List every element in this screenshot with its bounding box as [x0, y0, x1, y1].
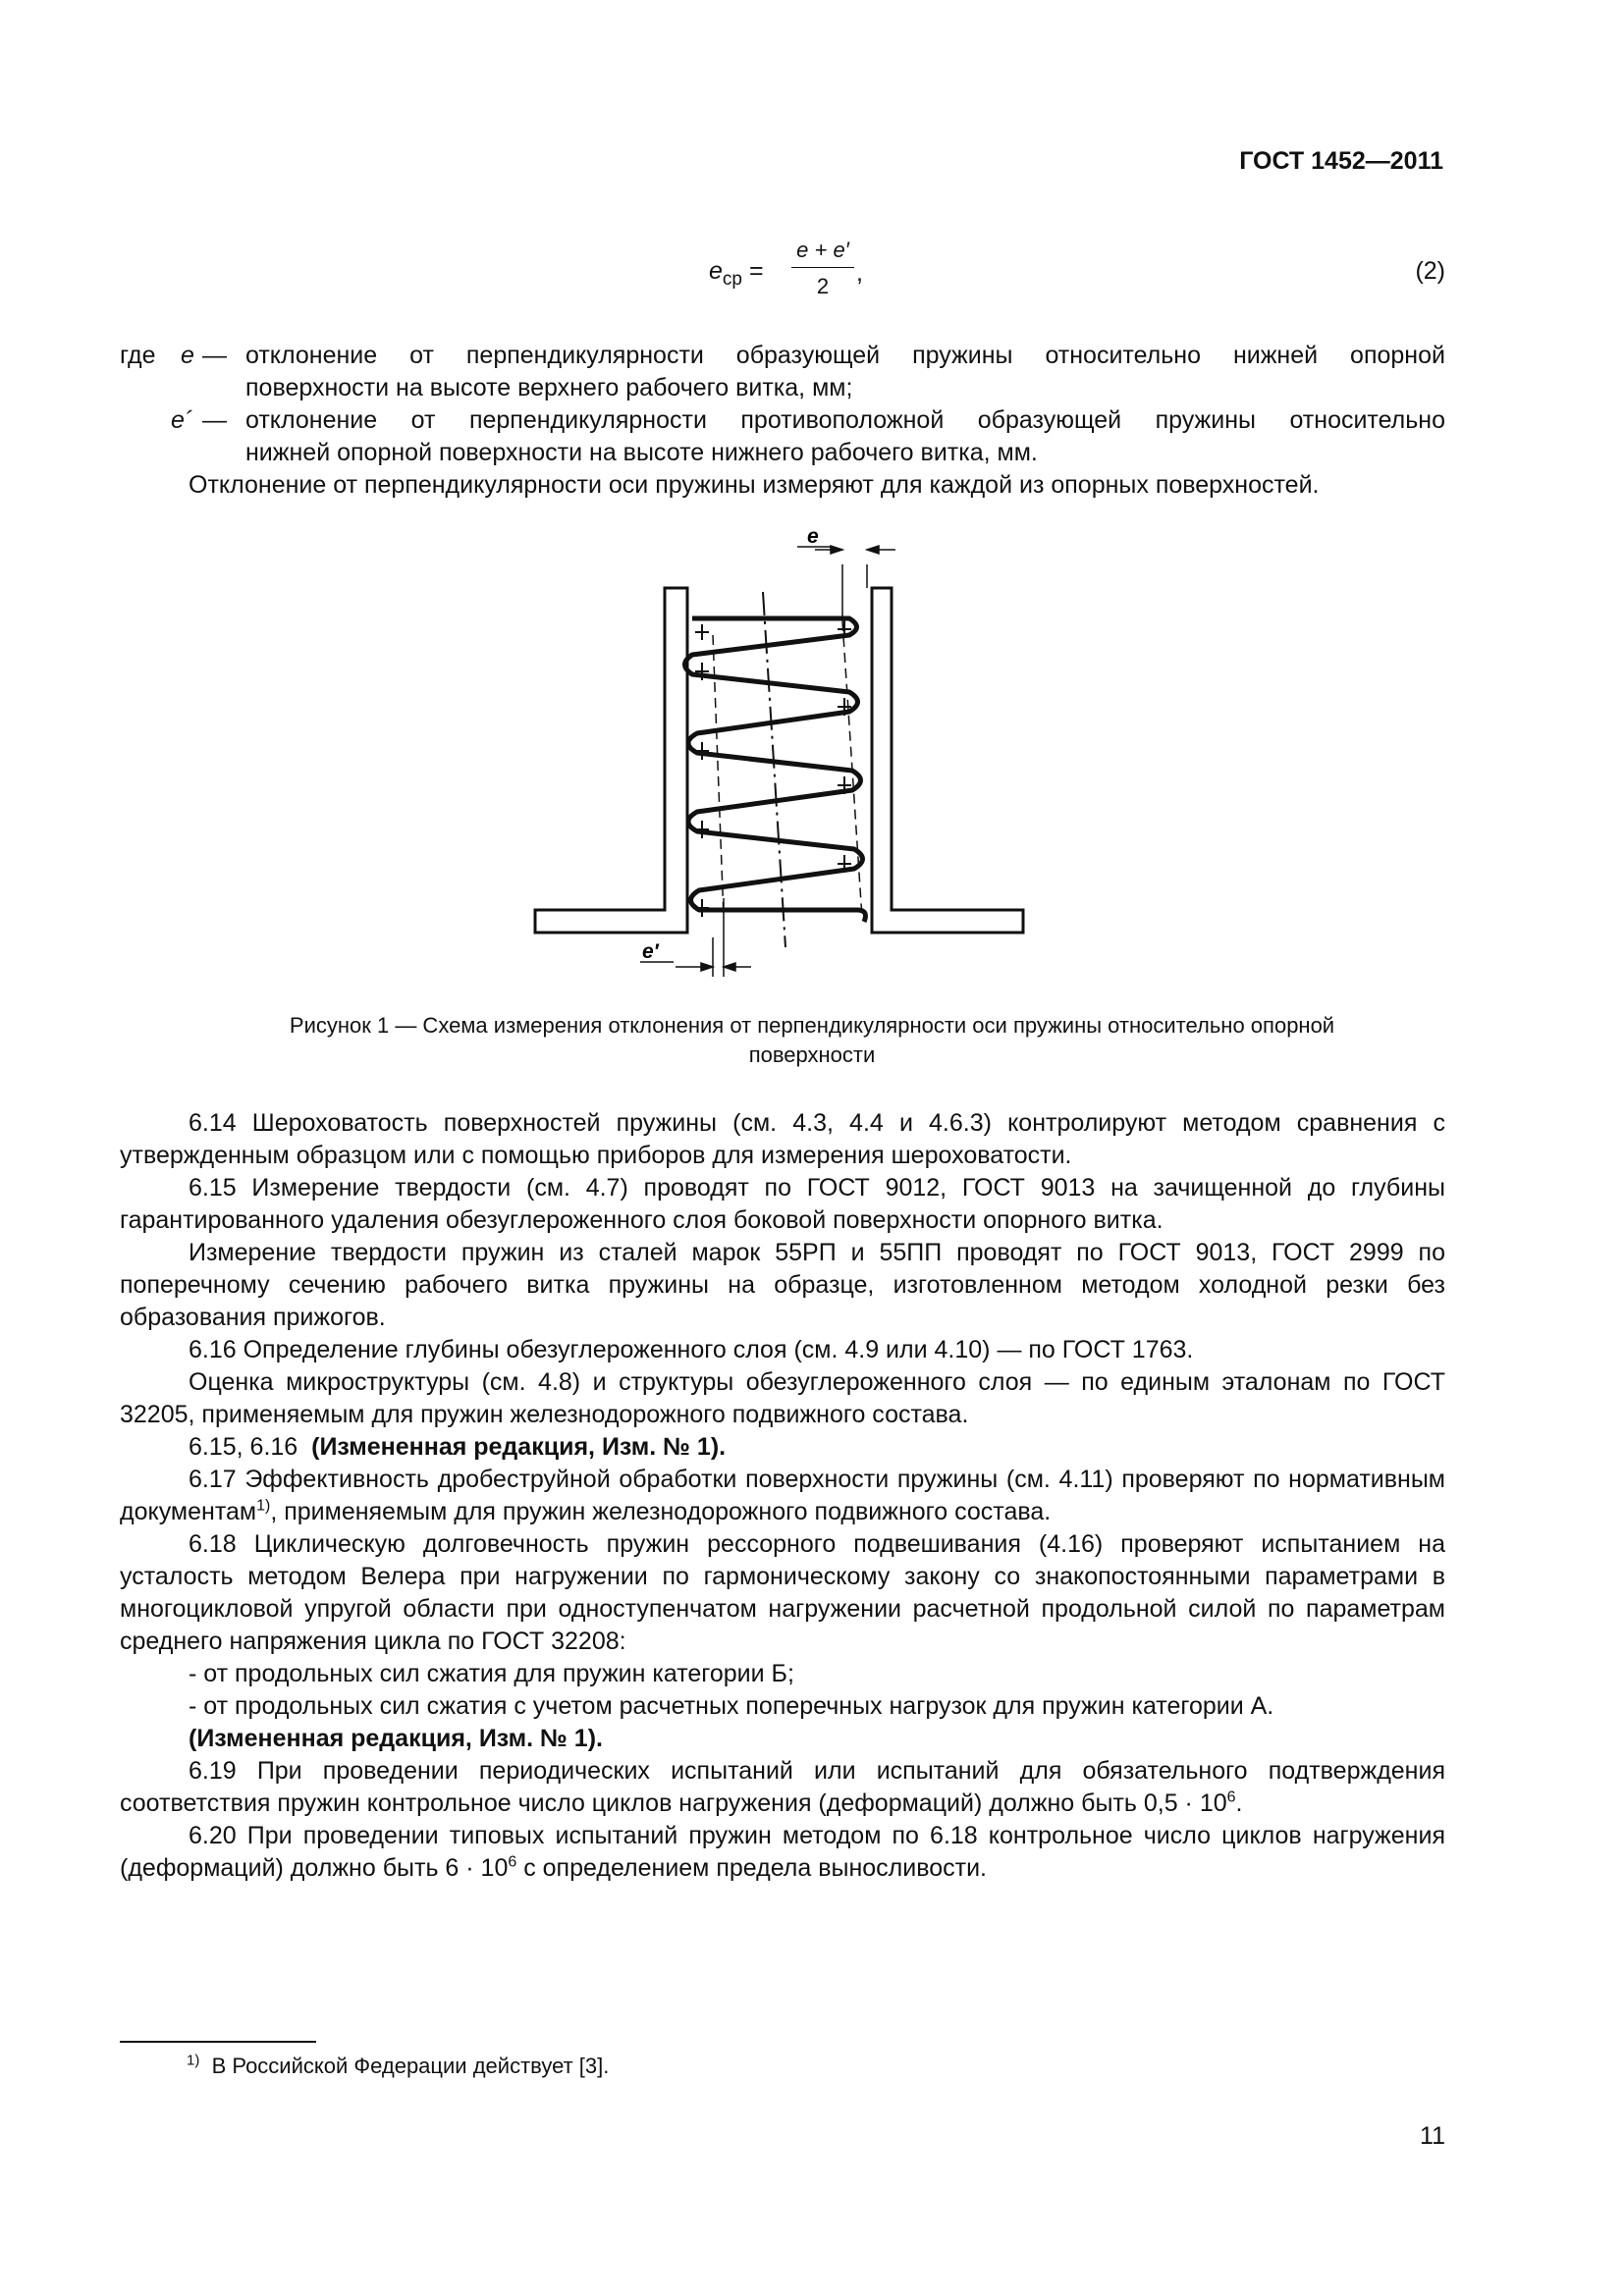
- footnote-text: В Российской Федерации действует [3].: [211, 2054, 610, 2078]
- formula-2: [709, 238, 905, 306]
- where-lead: где: [120, 342, 156, 369]
- para-6-18: 6.18 Циклическую долговечность пружин рессорного подвешивания (4.16) проверяют испытанием на усталость методом Велера при нагружении по гармоническому закону со знакопостоянными параметрами в многоцикловой упругой области при одноступенчатом нагружении расчетной продольной силой по параметрам среднего напряжения цикла по ГОСТ 32208:: [120, 1530, 1445, 1655]
- exponent: 6: [508, 1853, 517, 1871]
- para-6-17-text-end: , применяемым для пружин железнодорожного подвижного состава.: [270, 1498, 1052, 1525]
- left-support: [535, 588, 687, 933]
- para-6-19-end: .: [1235, 1789, 1243, 1817]
- footnote-separator: [120, 2041, 316, 2043]
- where-block: [120, 340, 1445, 502]
- where-dash: —: [202, 406, 227, 434]
- spring-coils: [685, 618, 866, 922]
- para-6-20-end: с определением предела выносливости.: [516, 1854, 987, 1882]
- amendment-ref: 6.15, 6.16: [189, 1433, 298, 1461]
- figure-caption: [157, 1011, 1467, 1070]
- body-text: [120, 1107, 1445, 1885]
- para-6-15: 6.15 Измерение твердости (см. 4.7) проводят по ГОСТ 9012, ГОСТ 9013 на зачищенной до глубины гарантированного удаления обезуглероженного слоя боковой поверхности опорного витка.: [120, 1174, 1445, 1234]
- para-6-16: 6.16 Определение глубины обезуглероженного слоя (см. 4.9 или 4.10) — по ГОСТ 1763.: [189, 1336, 1194, 1363]
- where-item-2-line2: нижней опорной поверхности на высоте нижнего рабочего витка, мм.: [245, 439, 1038, 466]
- caption-line-1: Рисунок 1 — Схема измерения отклонения от перпендикулярности оси пружины относительно опорной: [289, 1013, 1335, 1038]
- para-6-15-hardness: Измерение твердости пружин из сталей марок 55РП и 55ПП проводят по ГОСТ 9013, ГОСТ 2999 по поперечному сечению рабочего витка пружины на образце, изготовленном методом холодной резки без образования прижогов.: [120, 1239, 1445, 1331]
- equation-number: (2): [1415, 257, 1445, 285]
- exponent: 6: [1226, 1789, 1236, 1806]
- amendment-note: (Измененная редакция, Изм. № 1).: [189, 1725, 603, 1752]
- formula-comma: ,: [856, 259, 863, 287]
- where-item-2-line1: отклонение от перпендикулярности противоположной образующей пружины относительно: [245, 406, 1445, 434]
- formula-lhs: $e_{ср}$ =: [709, 257, 764, 290]
- formula-denominator: 2: [816, 274, 830, 298]
- formula-numerator: e + e′: [791, 238, 854, 268]
- page-number: 11: [1420, 2122, 1445, 2150]
- bullet-2: - от продольных сил сжатия с учетом расчетных поперечных нагрузок для пружин категории А.: [189, 1692, 1274, 1720]
- para-6-19: [120, 1755, 1445, 1820]
- caption-line-2: поверхности: [748, 1042, 876, 1067]
- para-6-19-text: 6.19 При проведении периодических испытаний или испытаний для обязательного подтверждения соответствия пружин контрольное число циклов нагружения (деформаций) должно быть 0,5 · 10: [120, 1757, 1445, 1817]
- spring-measurement-figure: [530, 525, 1041, 987]
- where-symbol-e-prime: e´: [171, 406, 193, 434]
- para-amendment-2: [120, 1723, 1445, 1755]
- figure-label-e: e: [807, 525, 819, 548]
- para-amendment-1: [120, 1431, 1445, 1464]
- para-6-20-text: 6.20 При проведении типовых испытаний пружин методом по 6.18 контрольное число циклов нагружения (деформаций) должно быть 6 · 10: [120, 1822, 1445, 1882]
- footnote: [187, 2054, 609, 2079]
- where-symbol-e: e: [181, 342, 194, 369]
- para-6-17: [120, 1464, 1445, 1528]
- para-6-17-text: 6.17 Эффективность дробеструйной обработки поверхности пружины (см. 4.11) проверяют по нормативным документам: [120, 1466, 1445, 1525]
- para-6-16-microstructure: Оценка микроструктуры (см. 4.8) и структуры обезуглероженного слоя — по единым эталонам по ГОСТ 32205, применяемым для пружин железнодорожного подвижного состава.: [120, 1368, 1445, 1428]
- formula-fraction: [791, 238, 854, 299]
- amendment-note: (Измененная редакция, Изм. № 1).: [311, 1433, 727, 1461]
- where-item-2: [120, 404, 1445, 469]
- where-note: Отклонение от перпендикулярности оси пружины измеряют для каждой из опорных поверхностей.: [189, 471, 1320, 499]
- footnote-mark: 1): [187, 2052, 200, 2069]
- where-item-1-line2: поверхности на высоте верхнего рабочего витка, мм;: [245, 374, 853, 401]
- right-support: [872, 588, 1023, 933]
- bullet-1: - от продольных сил сжатия для пружин категории Б;: [189, 1660, 794, 1687]
- where-item-1: [120, 340, 1445, 404]
- para-6-20: [120, 1820, 1445, 1885]
- footnote-ref: 1): [256, 1497, 271, 1515]
- figure-label-e-prime: e′: [642, 940, 659, 963]
- where-item-1-line1: отклонение от перпендикулярности образующей пружины относительно нижней опорной: [245, 342, 1445, 369]
- para-6-14: 6.14 Шероховатость поверхностей пружины (см. 4.3, 4.4 и 4.6.3) контролируют методом сравнения с утвержденным образцом или с помощью приборов для измерения шероховатости.: [120, 1109, 1445, 1169]
- document-header: ГОСТ 1452—2011: [1239, 147, 1443, 175]
- where-dash: —: [202, 342, 227, 369]
